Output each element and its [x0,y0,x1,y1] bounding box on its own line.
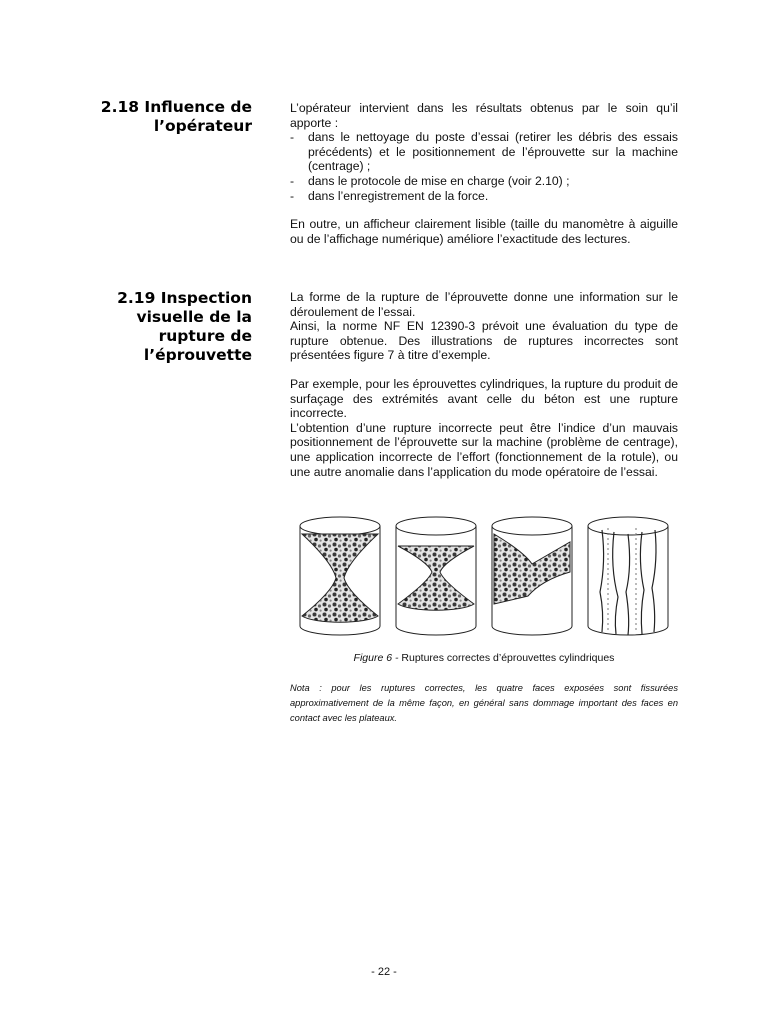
paragraph-line: La forme de la rupture de l’éprouvette donne une information sur le déroulement de l’essai. [290,290,678,319]
list-item: - dans le nettoyage du poste d’essai (retirer les débris des essais précédents) et le positionnement de l’éprouvette sur la machine (centrage) ; [290,130,678,174]
specimen-cone-fracture-1 [300,517,380,635]
section-2-18-paragraph: En outre, un afficheur clairement lisible (taille du manomètre à aiguille ou de l’affichage numérique) améliore l’exactitude des lectures. [290,217,678,246]
section-2-18-paragraph [290,101,678,203]
figure-caption [290,652,678,665]
figure-6-illustration [292,512,682,644]
section-2-19-paragraph [290,290,678,363]
nota-note [290,681,678,726]
section-title-line: rupture de [158,327,252,345]
section-title-line: visuelle de la [136,308,252,326]
specimen-cone-fracture-2 [396,517,476,635]
paragraph-line: Ainsi, la norme NF EN 12390-3 prévoit une évaluation du type de rupture obtenue. Des illustrations de ruptures incorrectes sont présentées figure 7 à titre d’exemple. [290,319,678,363]
section-2-19-body [290,290,678,479]
paragraph-line: L’obtention d’une rupture incorrecte peut être l’indice d’un mauvais positionnement de l’éprouvette sur la machine (problème de centrage), une application incorrecte de l’effort (fonctionnement de la rotule), ou une autre anomalie dans l’application du mode opératoire de l’essai. [290,420,678,479]
section-2-19-paragraph [290,377,678,479]
nota-label: Nota : [290,683,322,693]
paragraph-line: Par exemple, pour les éprouvettes cylindriques, la rupture du produit de surfaçage des extrémités avant celle du béton est une rupture incorrecte. [290,376,678,421]
specimen-columnar-cracks [588,517,668,635]
dash-list [290,130,678,203]
section-title-line: l’opérateur [153,117,252,135]
figure-caption-text: Ruptures correctes d’éprouvettes cylindriques [401,652,615,664]
specimen-shear-fracture [492,517,572,635]
section-2-18-body [290,101,678,246]
section-2-18-title [52,98,252,136]
nota-text: pour les ruptures correctes, les quatre faces exposées sont fissurées approximativement de la même façon, en général sans dommage important des faces en contact avec les plateaux. [290,683,678,723]
section-title-line: l’éprouvette [143,346,252,364]
figure-label: Figure 6 - [353,652,399,664]
intro-text: L’opérateur intervient dans les résultats obtenus par le soin qu’il apporte : [290,101,678,130]
section-2-19-title [52,289,252,365]
section-title-line: 2.18 Influence de [100,98,252,116]
section-title-line: 2.19 Inspection [117,289,252,307]
list-item: - dans le protocole de mise en charge (voir 2.10) ; [290,174,678,189]
list-item: - dans l’enregistrement de la force. [290,189,678,204]
page-number: - 22 - [371,966,397,978]
